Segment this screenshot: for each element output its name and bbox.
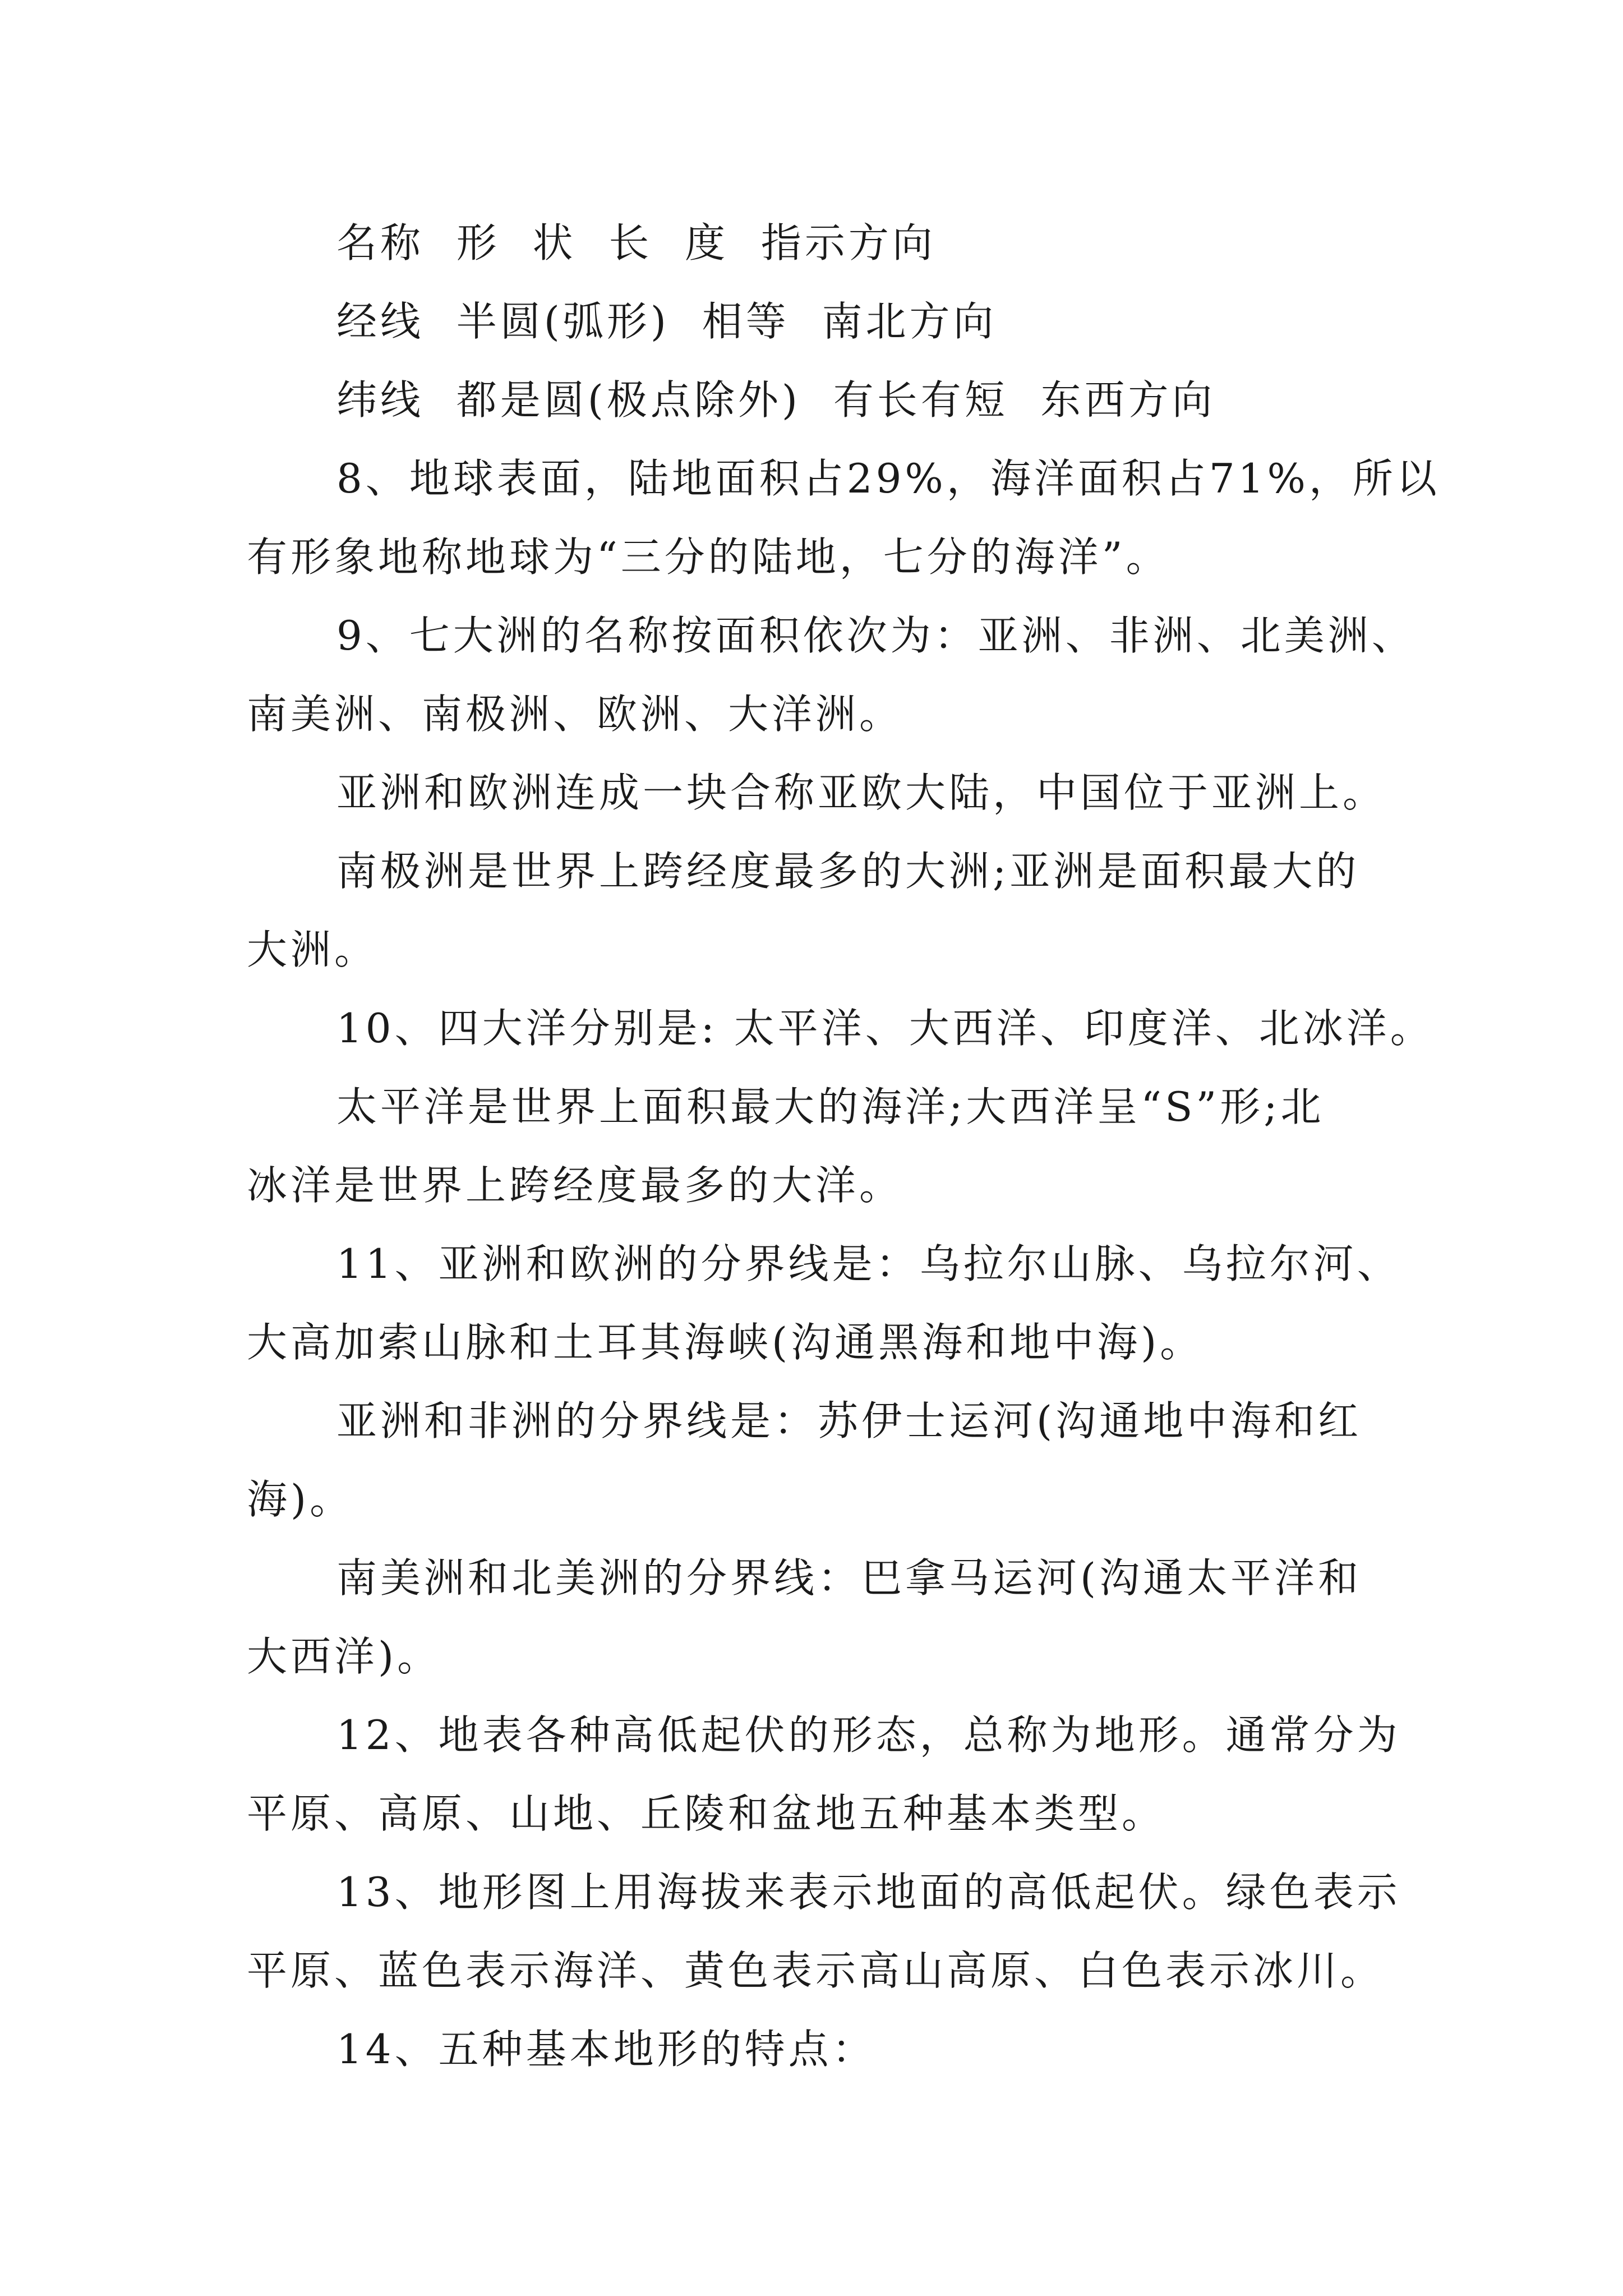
text-line: 南美洲、南极洲、欧洲、大洋洲。 [247,691,903,738]
text-line: 9、七大洲的名称按面积依次为：亚洲、非洲、北美洲、 [336,612,1415,659]
text-line: 经线 半圆(弧形) 相等 南北方向 [336,298,997,345]
text-line: 14、五种基本地形的特点： [336,2026,876,2073]
text-line: 南美洲和北美洲的分界线：巴拿马运河(沟通太平洋和 [336,1554,1362,1602]
text-line: 南极洲是世界上跨经度最多的大洲;亚洲是面积最大的 [336,848,1360,895]
text-line: 亚洲和非洲的分界线是：苏伊士运河(沟通地中海和红 [336,1397,1362,1444]
text-line: 名称 形 状 长 度 指示方向 [336,219,936,266]
text-line: 8、地球表面，陆地面积占29%，海洋面积占71%，所以 [336,455,1440,502]
text-line: 纬线 都是圆(极点除外) 有长有短 东西方向 [336,376,1216,424]
text-line: 大西洋)。 [247,1633,441,1680]
text-line: 有形象地称地球为“三分的陆地，七分的海洋”。 [247,533,1170,581]
text-line: 平原、蓝色表示海洋、黄色表示高山高原、白色表示冰川。 [247,1947,1385,1994]
text-line: 大高加索山脉和土耳其海峡(沟通黑海和地中海)。 [247,1319,1204,1366]
text-line: 亚洲和欧洲连成一块合称亚欧大陆，中国位于亚洲上。 [336,769,1387,816]
text-line: 10、四大洋分别是: 太平洋、大西洋、印度洋、北冰洋。 [336,1005,1434,1052]
text-line: 13、地形图上用海拔来表示地面的高低起伏。绿色表示 [336,1869,1401,1916]
text-line: 太平洋是世界上面积最大的海洋;大西洋呈“S”形;北 [336,1083,1325,1130]
text-line: 大洲。 [247,926,379,973]
text-line: 海)。 [247,1476,354,1523]
text-line: 11、亚洲和欧洲的分界线是：乌拉尔山脉、乌拉尔河、 [336,1240,1401,1287]
text-line: 平原、高原、山地、丘陵和盆地五种基本类型。 [247,1790,1166,1837]
text-line: 12、地表各种高低起伏的形态，总称为地形。通常分为 [336,1711,1401,1759]
text-line: 冰洋是世界上跨经度最多的大洋。 [247,1162,903,1209]
